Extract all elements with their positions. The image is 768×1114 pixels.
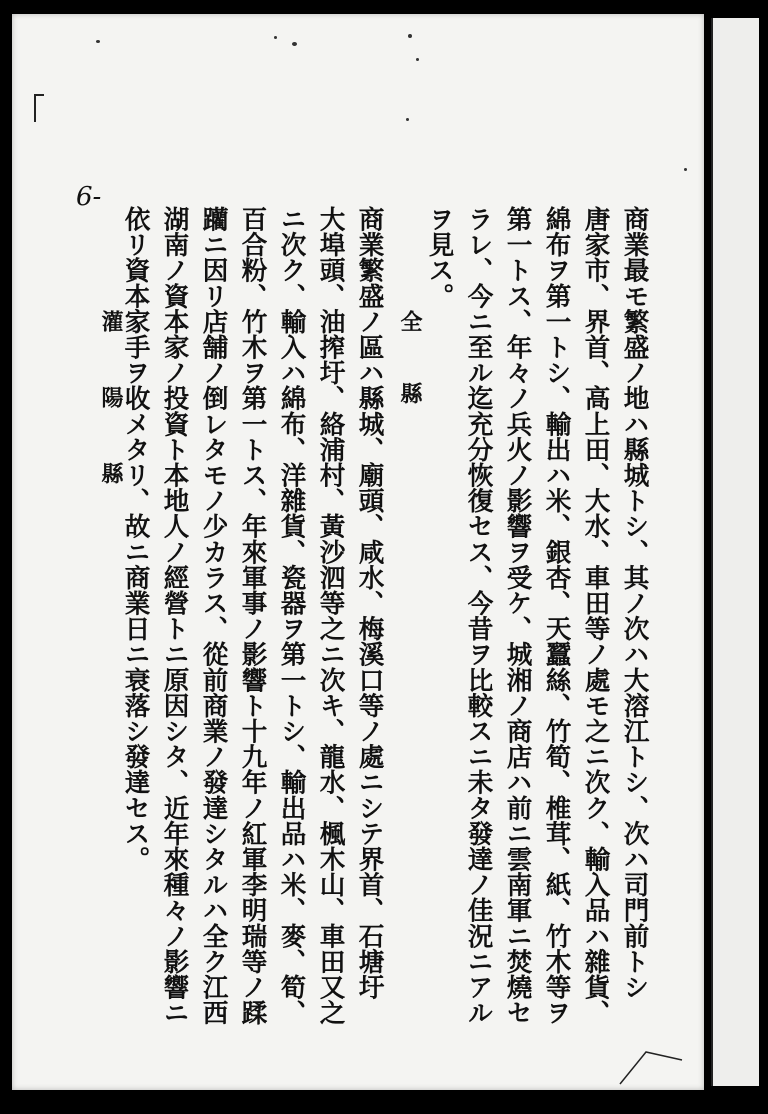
text-column-8: 大埠頭、油搾圩、絡浦村、黃沙泗等之ニ次キ、龍水、楓木山、車田又之 <box>315 206 346 1026</box>
text-column-4: 第一トス、年々ノ兵火ノ影響ヲ受ケ、城湘ノ商店ハ前ニ雲南軍ニ焚燒セ <box>502 206 533 1026</box>
scan-speck <box>684 168 687 171</box>
text-column-1: 商業最モ繁盛ノ地ハ縣城トシ、其ノ次ハ大溶江トシ、次ハ司門前トシ <box>619 206 650 1000</box>
text-column-7: 商業繁盛ノ區ハ縣城、廟頭、咸水、梅溪口等ノ處ニシテ界首、石塘圩 <box>354 206 385 1000</box>
text-column-2: 唐家市、界首、高上田、大水、車田等ノ處モ之ニ次ク、輸入品ハ雜貨、 <box>580 206 611 1026</box>
scan-speck <box>416 58 419 61</box>
section-heading-quanxian: 全 縣 <box>397 310 423 418</box>
scan-speck <box>274 36 277 39</box>
text-column-3: 綿布ヲ第一トシ、輸出ハ米、銀杏、天蠶絲、竹筍、椎茸、紙、竹木等ヲ <box>541 206 572 1026</box>
corner-bracket-mark <box>34 94 44 122</box>
margin-page-number: 6- <box>76 182 102 212</box>
scan-speck <box>292 42 297 46</box>
section-heading-guanyang: 灌 陽 縣 <box>98 310 124 498</box>
text-column-5: ラレ、今ニ至ル迄充分恢復セス、今昔ヲ比較スニ未タ發達ノ佳況ニアル <box>463 206 494 1026</box>
text-column-10: 百合粉、竹木ヲ第一トス、年來軍事ノ影響ト十九年ノ紅軍李明瑞等ノ蹂 <box>237 206 268 1026</box>
text-column-12: 湖南ノ資本家ノ投資ト本地人ノ經營トニ原因シタ、近年來種々ノ影響ニ <box>159 206 190 1026</box>
page-corner-fold-mark <box>616 1046 686 1086</box>
text-column-6: ヲ見ス。 <box>424 206 455 309</box>
scan-speck <box>406 118 409 121</box>
text-column-9: ニ次ク、輸入ハ綿布、洋雜貨、瓷器ヲ第一トシ、輸出品ハ米、麥、筍、 <box>276 206 307 1026</box>
document-page <box>12 14 704 1090</box>
adjacent-page-edge <box>711 18 759 1086</box>
scan-speck <box>408 34 412 38</box>
scan-speck <box>96 40 100 43</box>
text-column-11: 躪ニ因リ店舗ノ倒レタモノ少カラス、從前商業ノ發達シタルハ全ク江西 <box>198 206 229 1026</box>
text-column-13: 依リ資本家手ヲ收メタリ、故ニ商業日ニ衰落シ發達セス。 <box>120 206 151 872</box>
